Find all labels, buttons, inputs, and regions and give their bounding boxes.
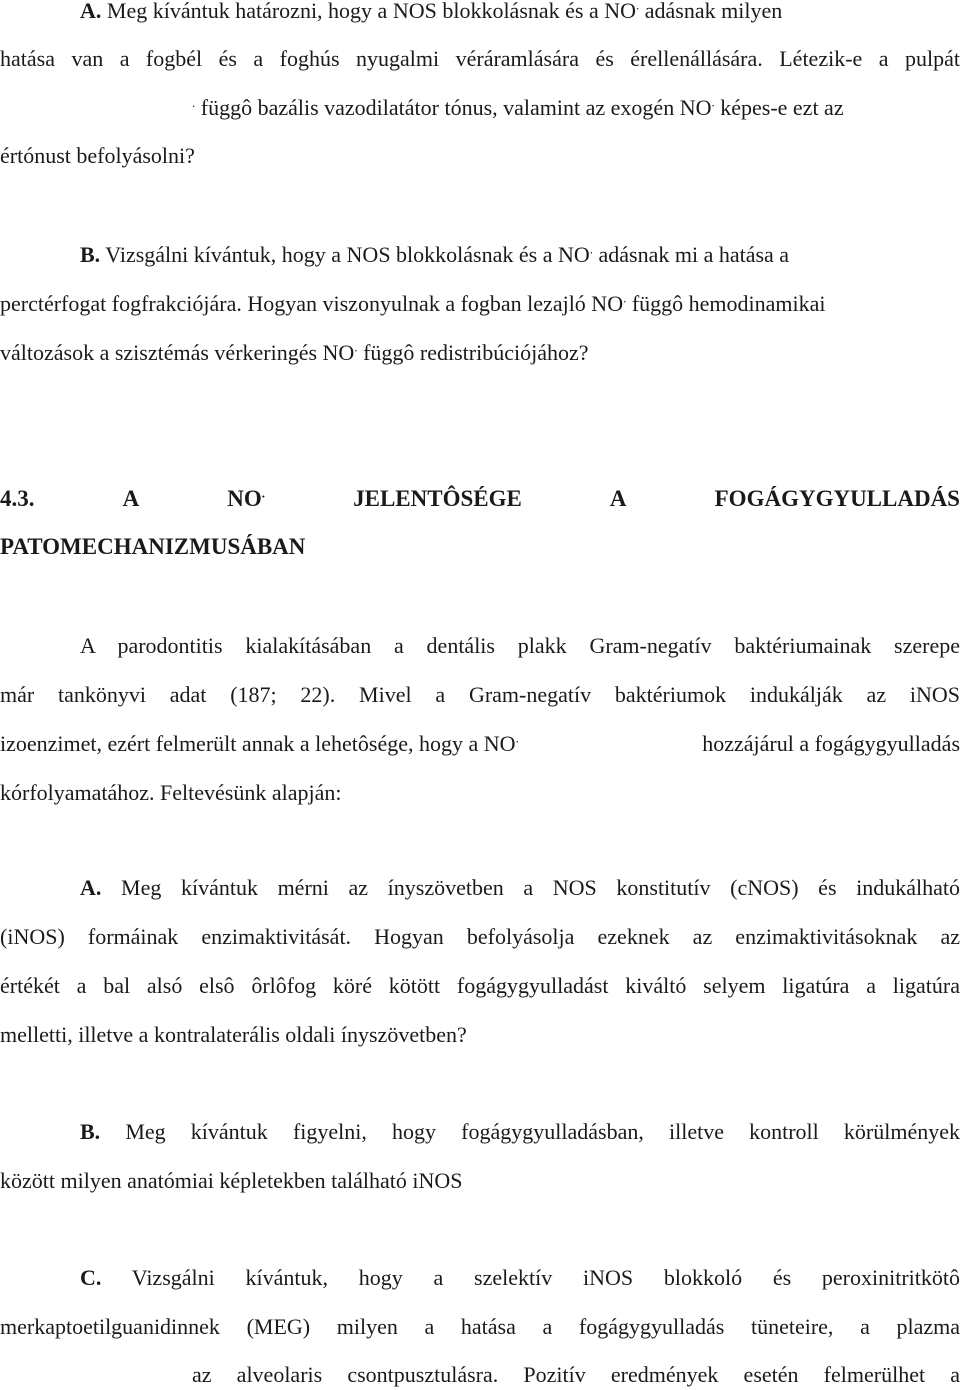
section-a1-line-1: A. Meg kívántuk határozni, hogy a NOS blokkolásnak és a NO. adásnak milyen bbox=[80, 0, 783, 23]
section-c2-line-3: az alveolaris csontpusztulásra. Pozitív eredmények esetén felmerülhet a bbox=[192, 1362, 960, 1387]
section-b1-line-2: perctérfogat fogfrakciójára. Hogyan viszonyulnak a fogban lezajló NO. függô hemodinamikai bbox=[0, 290, 826, 316]
section-b2-label: B. bbox=[80, 1119, 101, 1144]
section-c2-line-1: C. Vizsgálni kívántuk, hogy a szelektív iNOS blokkoló és peroxinitritkötô bbox=[80, 1265, 960, 1290]
section-b1-line-1: B. Vizsgálni kívántuk, hogy a NOS blokkolásnak és a NO. adásnak mi a hatása a bbox=[80, 241, 790, 267]
section-a2-label: A. bbox=[80, 875, 102, 900]
section-heading: 4.3. A NO. JELENTÔSÉGE A FOGÁGYGYULLADÁS bbox=[0, 484, 960, 514]
section-a1-line-2: hatása van a fogbél és a foghús nyugalmi véráramlására és érellenállására. Létezik-e a pulpát bbox=[0, 46, 960, 71]
section-a2-line-2: (iNOS) formáinak enzimaktivitását. Hogyan befolyásolja ezeknek az enzimaktivitásoknak az bbox=[0, 924, 960, 949]
section-a1-line-4: értónust befolyásolni? bbox=[0, 143, 195, 168]
intro-line-4: kórfolyamatához. Feltevésünk alapján: bbox=[0, 780, 342, 805]
intro-line-2: már tankönyvi adat (187; 22). Mivel a Gram-negatív baktériumok indukálják az iNOS bbox=[0, 682, 960, 707]
section-a1-line-3: . függô bazális vazodilatátor tónus, valamint az exogén NO. képes-e ezt az bbox=[192, 94, 844, 120]
section-b1-line-3: változások a szisztémás vérkeringés NO. függô redistribúciójához? bbox=[0, 339, 589, 365]
section-number: 4.3. bbox=[0, 486, 35, 511]
section-c2-line-2: merkaptoetilguanidinnek (MEG) milyen a hatása a fogágygyulladás tüneteire, a plazma bbox=[0, 1314, 960, 1339]
intro-line-3: izoenzimet, ezért felmerült annak a lehetôsége, hogy a NO. hozzájárul a fogágygyulladás bbox=[0, 730, 960, 756]
section-a2-line-3: értékét a bal alsó elsô ôrlôfog köré kötött fogágygyulladást kiváltó selyem ligatúra a ligatúra bbox=[0, 973, 960, 998]
section-heading-line-2: PATOMECHANIZMUSÁBAN bbox=[0, 534, 306, 559]
section-b1-label: B. bbox=[80, 242, 101, 267]
section-a1-label: A. bbox=[80, 0, 102, 23]
section-b2-line-1: B. Meg kívántuk figyelni, hogy fogágygyulladásban, illetve kontroll körülmények bbox=[80, 1119, 960, 1144]
section-a2-line-1: A. Meg kívántuk mérni az ínyszövetben a NOS konstitutív (cNOS) és indukálható bbox=[80, 875, 960, 900]
intro-line-1: A parodontitis kialakításában a dentális plakk Gram-negatív baktériumainak szerepe bbox=[80, 633, 960, 658]
section-c2-label: C. bbox=[80, 1265, 102, 1290]
section-b2-line-2: között milyen anatómiai képletekben található iNOS bbox=[0, 1168, 463, 1193]
section-a2-line-4: melletti, illetve a kontralaterális oldali ínyszövetben? bbox=[0, 1022, 467, 1047]
